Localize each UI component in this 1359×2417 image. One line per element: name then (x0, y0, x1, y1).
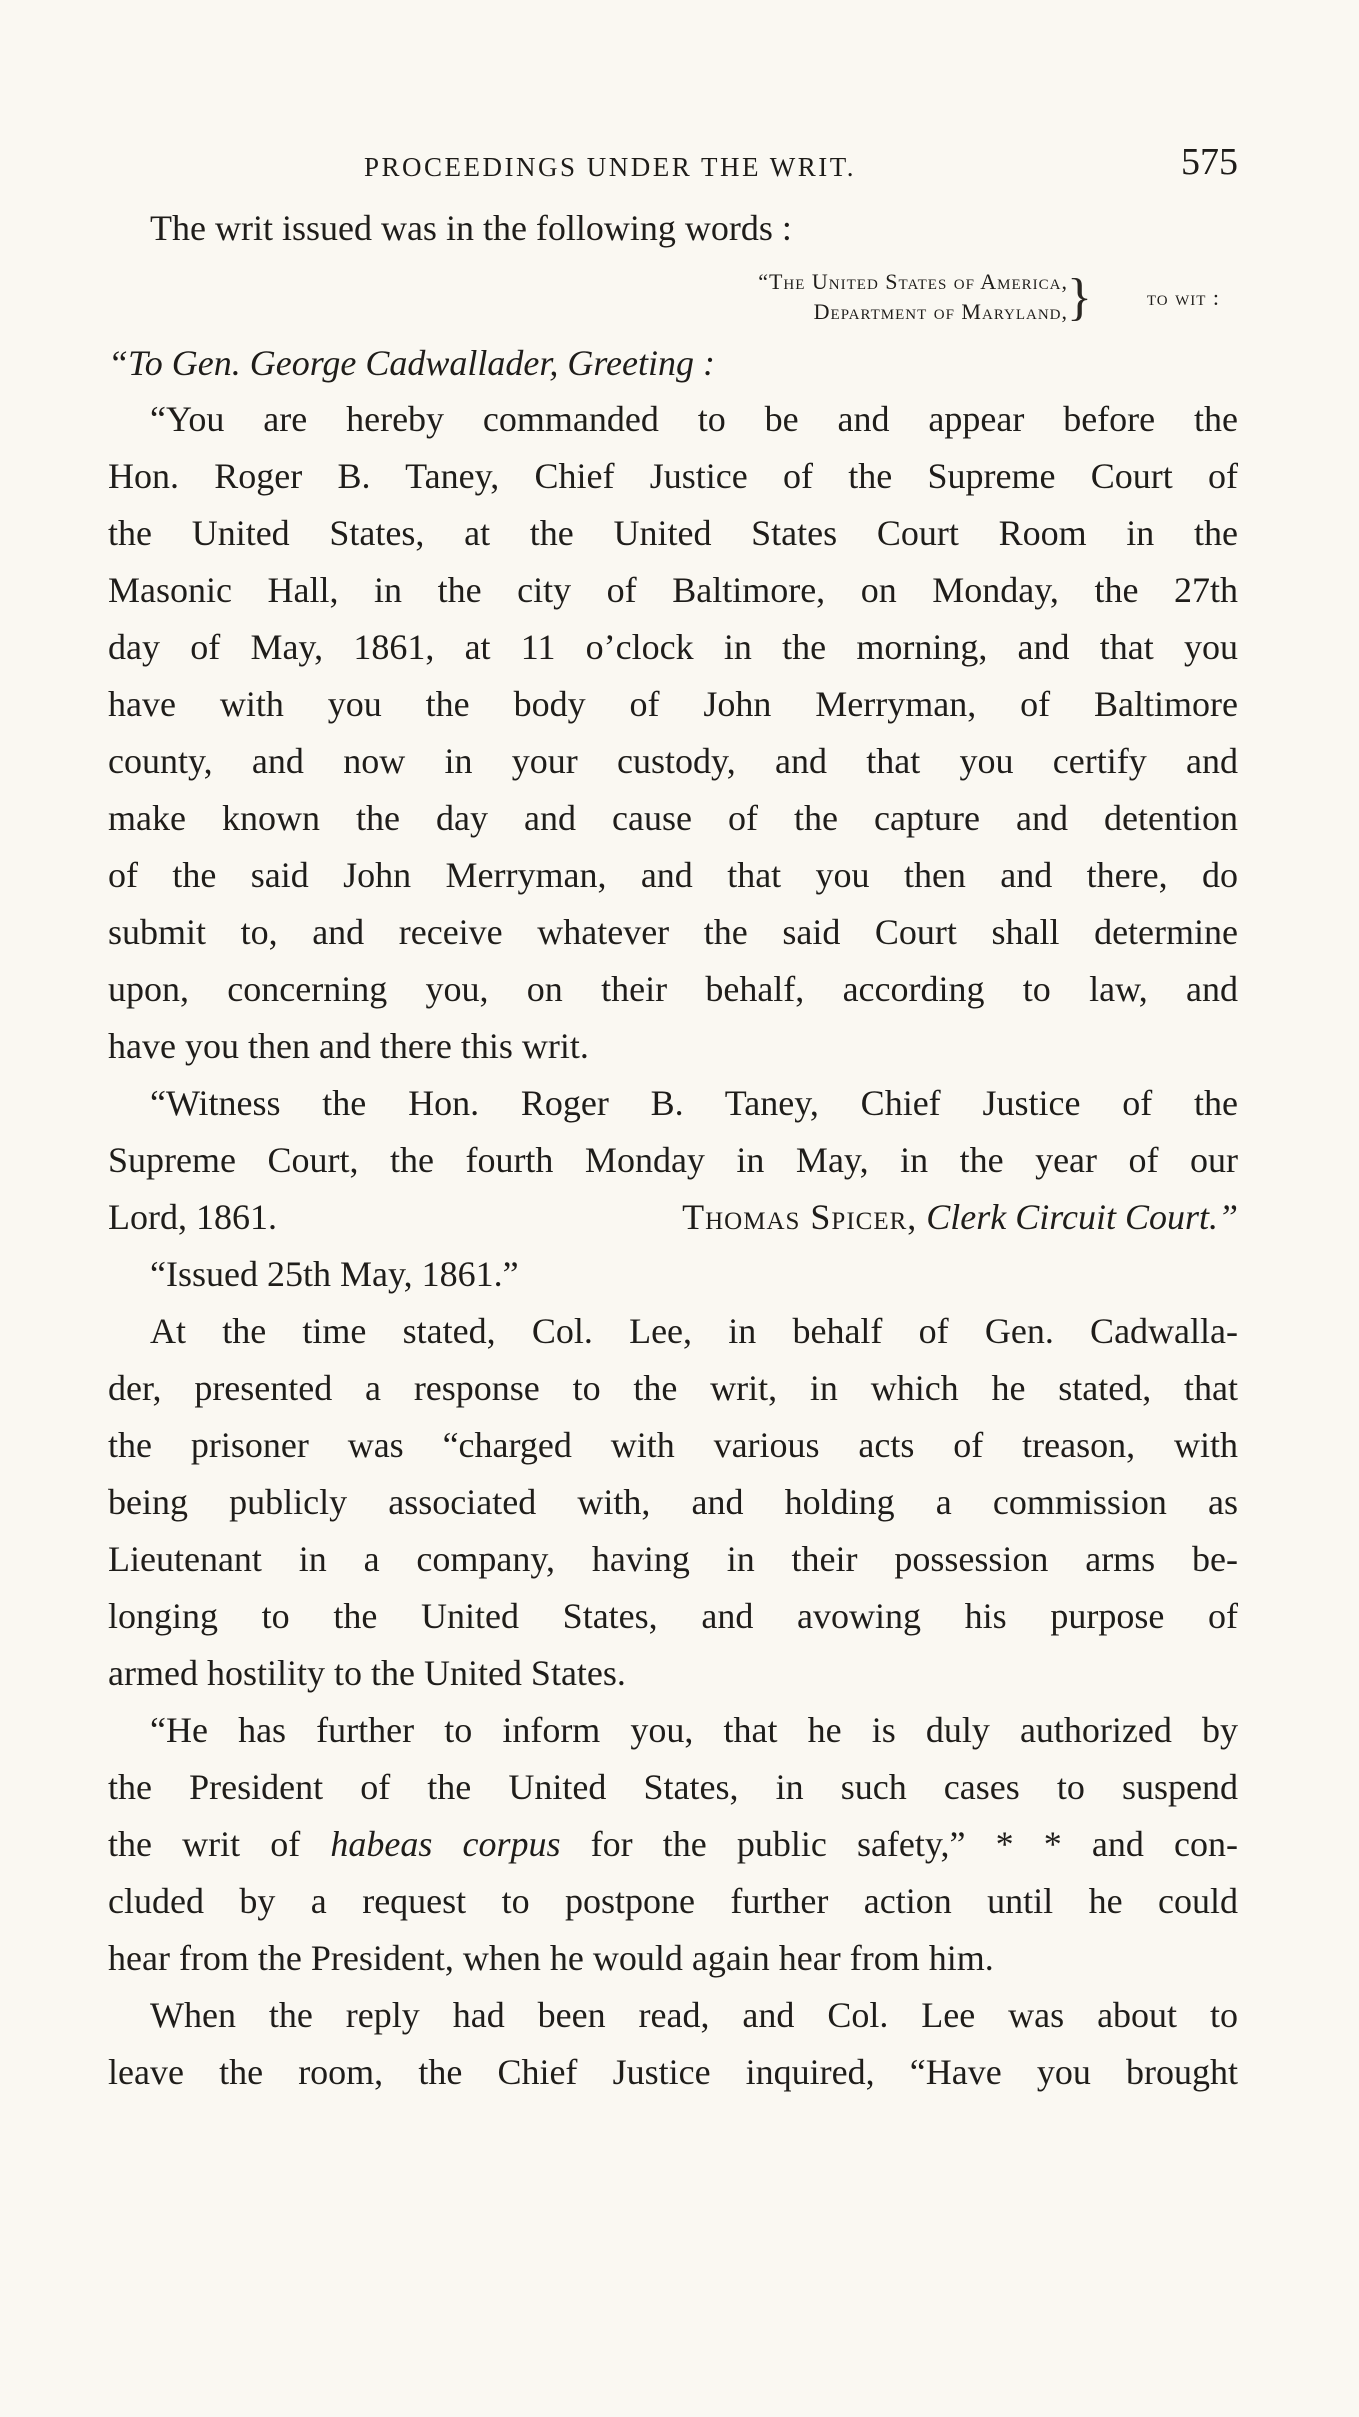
text-line: Lieutenant in a company, having in their possession arms be- (108, 1539, 1238, 1579)
text-line: submit to, and receive whatever the said Court shall determine (108, 912, 1238, 952)
text-line-habeas (108, 1816, 1238, 1873)
caption-to-wit: to wit : (1146, 285, 1220, 310)
text-line: day of May, 1861, at 11 o’clock in the morning, and that you (108, 627, 1238, 667)
caption-line-2: Department of Maryland, (813, 299, 1068, 324)
greeting-line: “To Gen. George Cadwallader, Greeting : (108, 343, 715, 383)
text-run: the writ of (108, 1824, 331, 1864)
caption-brace: } (1067, 269, 1092, 326)
witness-paragraph (108, 1075, 1238, 1246)
book-page (108, 140, 1238, 2101)
text-line: der, presented a response to the writ, in which he stated, that (108, 1368, 1238, 1408)
signature-lead: Lord, 1861. (108, 1197, 277, 1237)
text-line: At the time stated, Col. Lee, in behalf of Gen. Cadwalla- (150, 1311, 1238, 1351)
text-line: longing to the United States, and avowing his purpose of (108, 1596, 1238, 1636)
page-number: 575 (1181, 141, 1238, 183)
text-line: Supreme Court, the fourth Monday in May, in the year of our (108, 1140, 1238, 1180)
text-line: hear from the President, when he would again hear from him. (108, 1938, 994, 1978)
text-line: have you then and there this writ. (108, 1026, 589, 1066)
intro-line: The writ issued was in the following words : (150, 208, 792, 248)
clerk-name: Thomas Spicer, (682, 1197, 918, 1237)
signature-block (682, 1189, 1238, 1246)
running-head (108, 140, 1238, 200)
writ-caption (108, 269, 1238, 335)
text-line: leave the room, the Chief Justice inquired, “Have you brought (108, 2052, 1238, 2092)
running-head-title: PROCEEDINGS UNDER THE WRIT. (364, 152, 856, 182)
caption-line-1: “The United States of America, (758, 269, 1068, 294)
text-line: Masonic Hall, in the city of Baltimore, on Monday, the 27th (108, 570, 1238, 610)
text-line: the President of the United States, in such cases to suspend (108, 1767, 1238, 1807)
text-line: have with you the body of John Merryman, of Baltimore (108, 684, 1238, 724)
final-paragraph (108, 1987, 1238, 2101)
text-line: “He has further to inform you, that he is duly authorized by (150, 1710, 1238, 1750)
text-line: “Witness the Hon. Roger B. Taney, Chief Justice of the (150, 1083, 1238, 1123)
text-run: for the public safety,” * * and con- (560, 1824, 1238, 1864)
text-line: make known the day and cause of the capture and detention (108, 798, 1238, 838)
text-line: county, and now in your custody, and that you certify and (108, 741, 1238, 781)
text-line: of the said John Merryman, and that you then and there, do (108, 855, 1238, 895)
text-line: Hon. Roger B. Taney, Chief Justice of the Supreme Court of (108, 456, 1238, 496)
text-line: the prisoner was “charged with various acts of treason, with (108, 1425, 1238, 1465)
text-line: being publicly associated with, and holding a commission as (108, 1482, 1238, 1522)
text-line: “You are hereby commanded to be and appear before the (150, 399, 1238, 439)
signature-line (108, 1189, 1238, 1246)
clerk-title: Clerk Circuit Court.” (926, 1197, 1238, 1237)
habeas-corpus-italic: habeas corpus (330, 1824, 561, 1864)
text-line: armed hostility to the United States. (108, 1653, 626, 1693)
writ-paragraph (108, 391, 1238, 1075)
text-line: upon, concerning you, on their behalf, according to law, and (108, 969, 1238, 1009)
issued-line: “Issued 25th May, 1861.” (150, 1254, 519, 1294)
further-paragraph (108, 1702, 1238, 1987)
text-line: the United States, at the United States Court Room in the (108, 513, 1238, 553)
response-paragraph (108, 1303, 1238, 1702)
text-line: cluded by a request to postpone further action until he could (108, 1881, 1238, 1921)
text-line: When the reply had been read, and Col. Lee was about to (150, 1995, 1238, 2035)
